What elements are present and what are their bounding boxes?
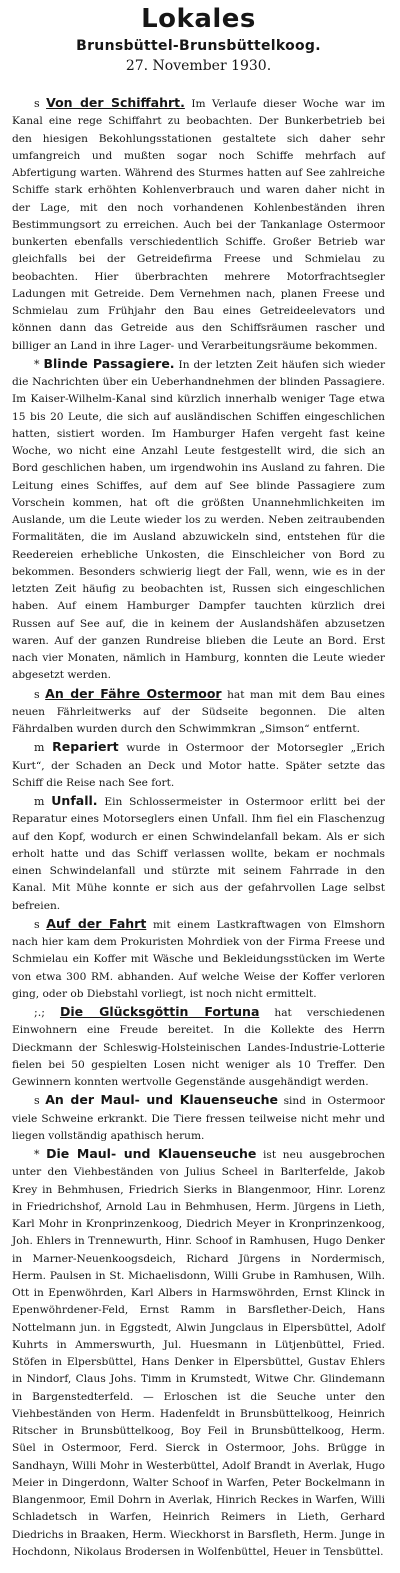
item-heading: An der Fähre Ostermoor [45, 685, 222, 701]
item-marker: s [34, 687, 40, 701]
item-body: mit einem Lastkraftwagen von Elmshorn nach hier kam dem Prokuristen Mohrdiek von der Firma Freese und Schmielau ein Koffer mit Wäsche und Bekleidungsstücken im Werte von etwa 300 RM. abhanden. Auf welche Weise der Koffer verloren ging, oder ob Diebstahl vorliegt, ist noch nicht ermittelt. [12, 918, 385, 1000]
item-heading: An der Maul- und Klauenseuche [45, 1092, 278, 1108]
place-line: Brunsbüttel-Brunsbüttelkoog. [76, 38, 321, 54]
news-item [12, 915, 385, 1003]
item-marker: * [34, 357, 40, 371]
item-body: Im Verlaufe dieser Woche war im Kanal eine rege Schiffahrt zu beobachten. Der Bunkerbetrieb bei den hiesigen Bekohlungsstationen gestaltete sich daher sehr umfangreich und mußten sogar noch Schiffe mehrfach auf Abfertigung warten. Während des Sturmes hatten auf See zahlreiche Schiffe stark erhöhten Kohlenverbrauch und waren daher nicht in der Lage, mit den noch vorhandenen Kohlenbeständen ihren Bestimmungsort zu erreichen. Auch bei der Tankanlage Ostermoor bunkerten ebenfalls verschiedentlich Schiffe. Großer Betrieb war gleichfalls bei der Getreidefirma Freese und Schmielau zu beobachten. Hier überbrachten mehrere Motorfrachtsegler Ladungen mit Getreide. Dem Vernehmen nach, planen Freese und Schmielau zum Frühjahr den Bau eines Getreideelevators und können dann das Getreide aus den Schiffsräumen rascher und billiger an Land in ihre Lager- und Verarbeitungsräume bekommen. [12, 98, 385, 352]
item-body: sind in Ostermoor viele Schweine erkrankt. Die Tiere fressen teilweise nicht mehr und liegen vollständig apathisch herum. [12, 1095, 385, 1142]
item-body: In der letzten Zeit häufen sich wieder die Nachrichten über ein Ueberhandnehmen der blinden Passagiere. Im Kaiser-Wilhelm-Kanal sind kürzlich innerhalb weniger Tage etwa 15 bis 20 Leute, die sich auf ausländischen Schiffen eingeschlichen hatten, sistiert worden. Im Hamburger Hafen vergeht fast keine Woche, wo nicht eine Anzahl Leute festgestellt wird, die sich an Bord geschlichen haben, um irgendwohin ins Ausland zu fahren. Die Leitung eines Schiffes, auf dem auf See blinde Passagiere zum Vorschein kommen, hat oft die größten Unannehmlichkeiten im Auslande, um die Leute wieder los zu werden. Neben zeitraubenden Formalitäten, die im Ausland abzuwickeln sind, entstehen für die Reedereien erhebliche Unkosten, die Einschleicher von Bord zu bekommen. Besonders schwierig liegt der Fall, wenn, wie es in der letzten Zeit häufig zu beobachten ist, Russen sich eingeschlichen haben. Auf einem Hamburger Dampfer tauchten kürzlich drei Russen auf See auf, die in keinem der Auslandshäfen abzusetzen waren. Auf der ganzen Rundreise blieben die Leute an Bord. Erst nach vier Monaten, nämlich in Hamburg, konnten die Leute wieder abgesetzt werden. [12, 358, 386, 682]
item-heading: Die Glücksgöttin Fortuna [59, 1004, 260, 1019]
news-item [12, 792, 385, 915]
item-marker: s [34, 97, 40, 110]
item-body: Ein Schlossermeister in Ostermoor erlitt bei der Reparatur eines Motorseglers einen Unfall. Ihm fiel ein Flaschenzug auf den Kopf, wodurch er einen Schwindelanfall bekam. Als er sich erholt hatte und das Schiff verlassen wollte, bekam er nochmals einen Schwindelanfall und stürzte mit seinem Fahrrade in den Kanal. Mit Mühe konnte er sich aus der gefahrvollen Lage selbst befreien. [12, 796, 385, 912]
item-body: hat verschiedenen Einwohnern eine Freude bereitet. In die Kollekte des Herrn Dieckmann der Schleswig-Holsteinischen Landes-Industrie-Lotterie fielen bei 50 gespielten Losen nicht weniger als 10 Treffer. Den Gewinnern konnten wertvolle Gegenstände ausgehändigt werden. [12, 1007, 385, 1088]
item-heading: Auf der Fahrt [46, 915, 147, 931]
item-marker: ;.; [34, 1006, 45, 1019]
item-body: wurde in Ostermoor der Motorsegler „Erich Kurt“, der Schaden an Deck und Motor hatte. Später setzte das Schiff die Reise nach See fort. [12, 742, 386, 789]
section-title: Lokales [141, 4, 256, 34]
item-heading: Von der Schiffahrt. [46, 95, 185, 110]
news-item [12, 355, 385, 685]
date-line: 27. November 1930. [125, 58, 272, 74]
item-marker: m [34, 795, 45, 808]
item-body: hat man mit dem Bau eines neuen Fährleitwerks auf der Südseite begonnen. Die alten Fährdalben wurden durch den Schwimmkran „Simson“ entfernt. [12, 688, 385, 735]
item-marker: * [34, 1148, 40, 1161]
item-body: ist neu ausgebrochen unter den Viehbeständen von Julius Scheel in Barlterfelde, Jakob Krey in Behmhusen, Friedrich Sierks in Blangenmoor, Hinr. Lorenz in Friedrichshof, Arnold Lau in Behmhusen, Herm. Jürgens in Lieth, Karl Mohr in Kronprinzenkoog, Diedrich Meyer in Kronprinzenkoog, Joh. Ehlers in Trennewurth, Hinr. Schoof in Ramhusen, Hugo Denker in Marner-Neuenkoogsdeich, Richard Jürgens in Nordermisch, Herm. Paulsen in St. Michaelisdonn, Willi Grube in Ramhusen, Wilh. Ott in Epenwöhrden, Karl Albers in Harmswöhrden, Ernst Klinck in Epenwöhrdener-Feld, Ernst Ramm in Barsflether-Deich, Hans Nottelmann jun. in Eggstedt, Alwin Jungclaus in Elpersbüttel, Adolf Kuhrts in Ammerswurth, Jul. Huesmann in Lütjenbüttel, Fried. Stöfen in Elpersbüttel, Hans Denker in Elpersbüttel, Gustav Ehlers in Nindorf, Claus Johs. Timm in Krumstedt, Witwe Chr. Glindemann in Bargenstedterfeld. — Erloschen ist die Seuche unter den Viehbeständen von Herm. Hadenfeldt in Brunsbüttelkoog, Heinrich Ritscher in Brunsbüttelkoog, Boy Feil in Brunsbüttelkoog, Herm. Süel in Ostermoor, Ferd. Sierck in Ostermoor, Johs. Brügge in Sandhayn, Willi Mohr in Westerbüttel, Adolf Brandt in Averlak, Hugo Meier in Dingerdonn, Walter Schoof in Warfen, Peter Bockelmann in Blangenmoor, Emil Dohrn in Averlak, Hinrich Reckes in Warfen, Willi Schladetsch in Warfen, Heinrich Reimers in Lieth, Gerhard Diedrichs in Braaken, Herm. Wieckhorst in Barsfleth, Herm. Junge in Hochdonn, Nikolaus Brodersen in Wolfenbüttel, Heuer in Tensbüttel. [12, 1149, 385, 1558]
article-body [12, 94, 385, 1561]
item-heading: Die Maul- und Klauenseuche [46, 1146, 257, 1161]
news-item [12, 1145, 385, 1561]
item-marker: m [34, 741, 45, 755]
news-item [12, 738, 385, 792]
news-item [12, 1003, 385, 1091]
news-item [12, 94, 385, 355]
item-heading: Unfall. [51, 793, 98, 808]
news-item [12, 1091, 385, 1145]
item-marker: s [34, 917, 40, 931]
news-item [12, 685, 385, 739]
newspaper-column [0, 2, 400, 1573]
item-marker: s [34, 1094, 40, 1108]
item-heading: Repariert [52, 739, 119, 755]
item-heading: Blinde Passagiere. [43, 355, 175, 371]
